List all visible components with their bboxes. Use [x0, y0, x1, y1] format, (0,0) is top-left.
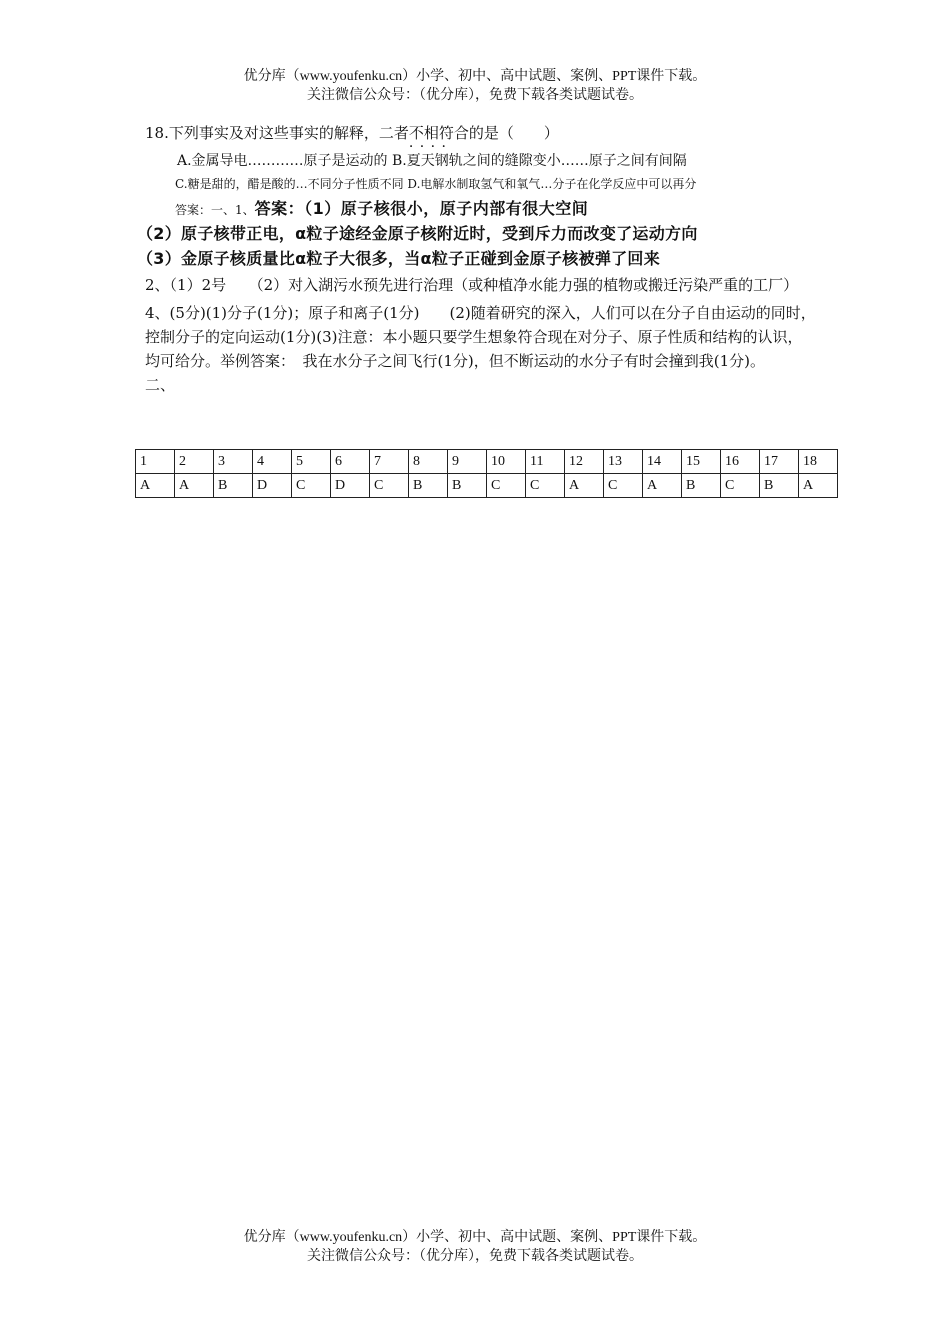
main-content [137, 122, 817, 397]
table-cell: 11 [526, 450, 565, 474]
answer-prefix: 答案：一、1、 [175, 203, 255, 217]
table-cell: C [526, 474, 565, 498]
table-cell: A [565, 474, 604, 498]
table-cell: 5 [292, 450, 331, 474]
question-18-stem [145, 122, 817, 144]
table-cell: 6 [331, 450, 370, 474]
answer-1-first-line [175, 198, 817, 221]
table-cell: B [448, 474, 487, 498]
answer-1-line-2: （2）原子核带正电，α粒子途经金原子核附近时，受到斥力而改变了运动方向 [137, 224, 698, 243]
table-cell: A [136, 474, 175, 498]
table-cell: C [487, 474, 526, 498]
table-cell: 2 [175, 450, 214, 474]
question-18-options-cd: C.糖是甜的，醋是酸的…不同分子性质不同 D.电解水制取氢气和氧气…分子在化学反应中可以再分 [175, 177, 697, 191]
table-cell: 3 [214, 450, 253, 474]
section-2-label: 二、 [145, 376, 176, 394]
question-18-stem-pre: 18.下列事实及对这些事实的解释，二者 [145, 124, 409, 142]
footer-line-2: 关注微信公众号：（优分库），免费下载各类试题试卷。 [307, 1248, 643, 1264]
page-footer [0, 1229, 950, 1265]
answer-2: 2、（1）2号 （2）对入湖污水预先进行治理（或种植净水能力强的植物或搬迁污染严重的工厂） [145, 276, 799, 294]
table-cell: 8 [409, 450, 448, 474]
answer-4: 4、(5分)(1)分子(1分)；原子和离子(1分) (2)随着研究的深入，人们可以在分子自由运动的同时，控制分子的定向运动(1分)(3)注意：本小题只要学生想象符合现在对分子、原子性质和结构的认识，均可给分。举例答案： 我在水分子之间飞行(1分)，但不断运动的水分子有时会撞到我(1分)。 [145, 304, 816, 370]
table-cell: B [214, 474, 253, 498]
table-cell: C [292, 474, 331, 498]
table-cell: A [643, 474, 682, 498]
table-cell: D [253, 474, 292, 498]
table-cell: 9 [448, 450, 487, 474]
answer-1-line-3: （3）金原子核质量比α粒子大很多，当α粒子正碰到金原子核被弹了回来 [137, 249, 661, 268]
table-cell: 16 [721, 450, 760, 474]
table-row-numbers [136, 450, 838, 474]
table-cell: D [331, 474, 370, 498]
page-header [0, 68, 950, 104]
question-18-emphasis: 不相符合 · · · · [409, 124, 469, 142]
footer-line-1: 优分库（www.youfenku.cn）小学、初中、高中试题、案例、PPT课件下载。 [243, 1230, 707, 1245]
header-line-1: 优分库（www.youfenku.cn）小学、初中、高中试题、案例、PPT课件下载。 [243, 69, 707, 84]
table-cell: 13 [604, 450, 643, 474]
table-cell: 1 [136, 450, 175, 474]
table-cell: B [409, 474, 448, 498]
table-cell: B [682, 474, 721, 498]
table-cell: A [799, 474, 838, 498]
question-18-stem-post: 的是（ ） [468, 124, 559, 142]
answer-1-line-1: 答案：（1）原子核很小，原子内部有很大空间 [254, 199, 589, 218]
header-line-2: 关注微信公众号：（优分库），免费下载各类试题试卷。 [307, 87, 643, 103]
answer-table [135, 449, 838, 498]
table-cell: C [370, 474, 409, 498]
table-cell: 10 [487, 450, 526, 474]
table-cell: 7 [370, 450, 409, 474]
table-cell: 4 [253, 450, 292, 474]
table-cell: 12 [565, 450, 604, 474]
table-cell: 18 [799, 450, 838, 474]
table-cell: 14 [643, 450, 682, 474]
table-cell: 15 [682, 450, 721, 474]
question-18-options-ab: A.金属导电…………原子是运动的 B.夏天钢轨之间的缝隙变小……原子之间有间隔 [177, 153, 687, 169]
table-cell: A [175, 474, 214, 498]
table-cell: B [760, 474, 799, 498]
table-cell: C [721, 474, 760, 498]
table-cell: 17 [760, 450, 799, 474]
table-cell: C [604, 474, 643, 498]
table-row-letters [136, 474, 838, 498]
